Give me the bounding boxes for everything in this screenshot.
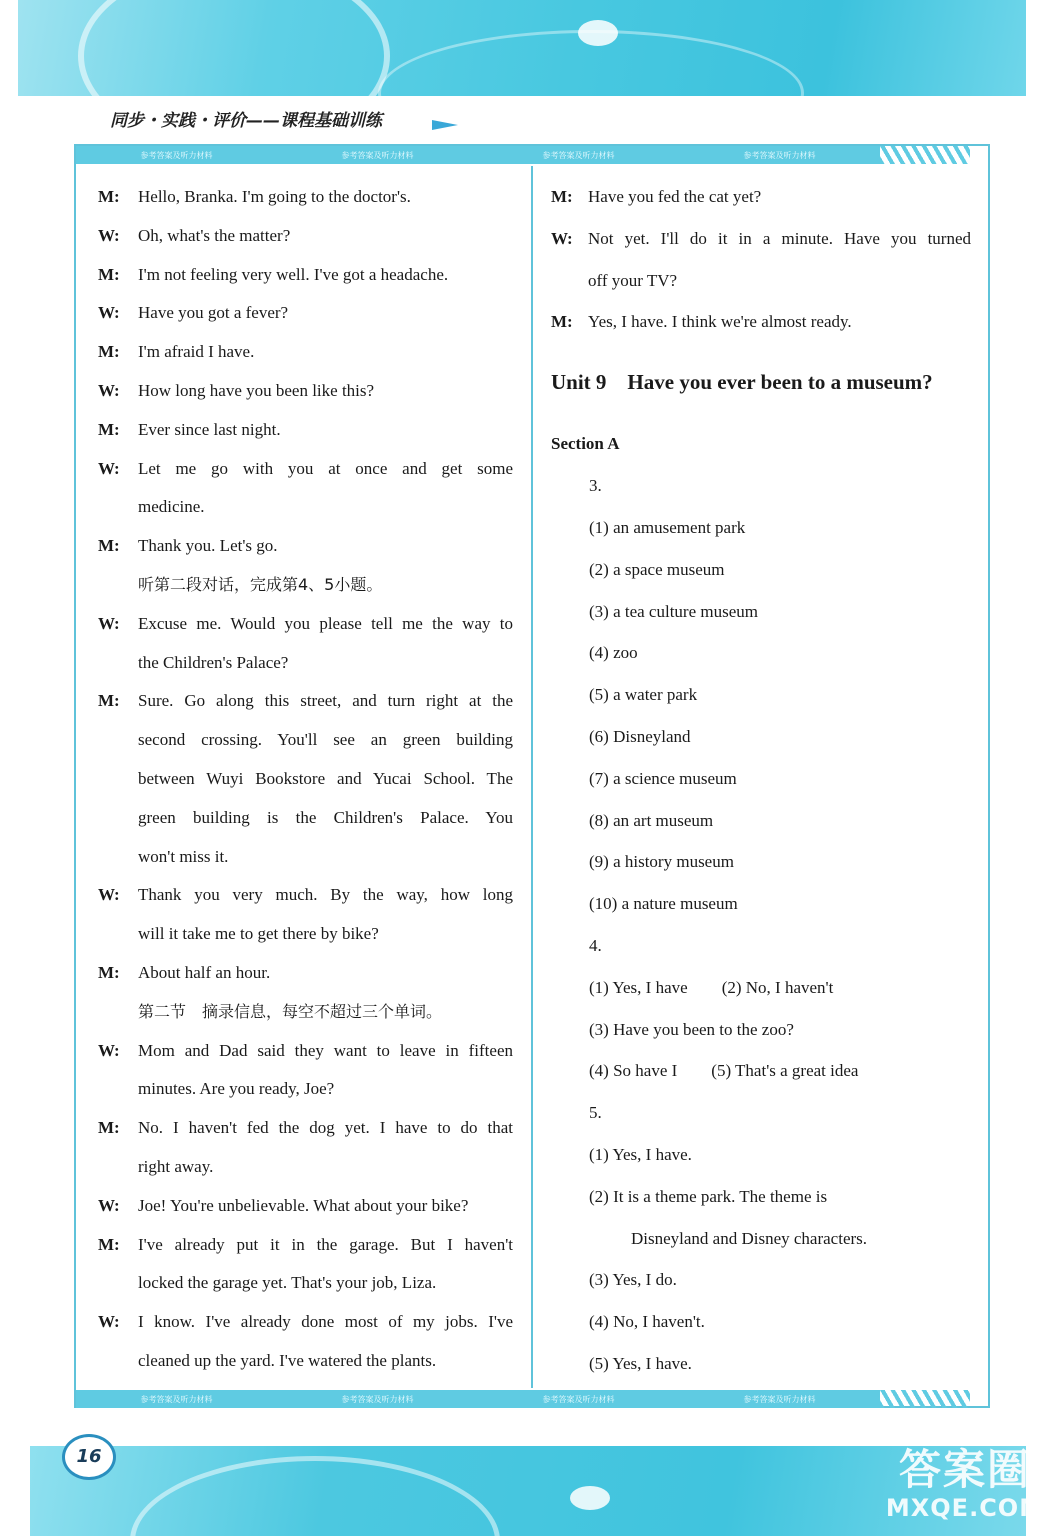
section-title: Section A: [551, 434, 620, 454]
dialogue-text: I'm afraid I have.: [138, 342, 255, 362]
strip-label: 参考答案及听力材料: [743, 1394, 816, 1404]
speaker-label: W:: [98, 613, 120, 633]
page-number: 16: [62, 1434, 116, 1480]
answer-item: (10) a nature museum: [589, 894, 738, 914]
dialogue-text: Thank you very much. By the way, how long: [138, 885, 513, 905]
speaker-label: M:: [98, 691, 120, 711]
strip-label: 参考答案及听力材料: [341, 150, 414, 160]
instruction-line: [98, 997, 513, 1036]
dialogue-line: [98, 1113, 513, 1152]
dialogue-text: Joe! You're unbelievable. What about your bike?: [138, 1195, 469, 1215]
speaker-label: M:: [98, 264, 120, 284]
answer-item: (5) Yes, I have.: [589, 1353, 692, 1373]
dialogue-line: [98, 1074, 513, 1113]
answer-item: (7) a science museum: [589, 768, 737, 788]
answer-item: (5) a water park: [589, 685, 698, 705]
dialogue-line: [98, 337, 513, 376]
dialogue-text: I know. I've already done most of my jobs. I've: [138, 1312, 513, 1332]
answer-item: (9) a history museum: [589, 852, 734, 872]
dialogue-line: [98, 376, 513, 415]
question-label: 5.: [589, 1103, 602, 1123]
dialogue-text: minutes. Are you ready, Joe?: [138, 1079, 335, 1099]
right-column: [551, 182, 971, 1391]
answer-strip-top: [76, 146, 880, 164]
dialogue-line: [98, 919, 513, 958]
answer-item: (2) a space museum: [589, 559, 725, 579]
speaker-label: M:: [98, 1234, 120, 1254]
instruction-line: [98, 570, 513, 609]
answer-item: (1) Yes, I have.: [589, 1144, 692, 1164]
speaker-label: M:: [98, 342, 120, 362]
instruction-text: 听第二段对话，完成第4、5小题。: [138, 574, 383, 594]
strip-label: 参考答案及听力材料: [743, 150, 816, 160]
dialogue-text: Hello, Branka. I'm going to the doctor's.: [138, 187, 411, 206]
dialogue-line: [98, 1191, 513, 1230]
dialogue-line: [98, 260, 513, 299]
decorative-stripes: [880, 1390, 970, 1408]
answer-item: (4) So have I: [589, 1061, 678, 1081]
speaker-label: W:: [98, 1040, 120, 1060]
answer-strip-bottom: [76, 1390, 880, 1408]
answer-row: [551, 1056, 971, 1098]
speaker-label: M:: [98, 419, 120, 439]
answer-row: [551, 973, 971, 1015]
dialogue-line: [98, 1307, 513, 1346]
dialogue-line: [98, 221, 513, 260]
dialogue-text: medicine.: [138, 497, 205, 517]
dialogue-text: Excuse me. Would you please tell me the way to: [138, 613, 513, 633]
speaker-label: W:: [551, 228, 573, 248]
dialogue-line: [98, 1152, 513, 1191]
arrow-icon: [432, 120, 458, 130]
dialogue-text: Not yet. I'll do it in a minute. Have you turned: [588, 228, 971, 248]
decorative-swirl: [78, 0, 390, 96]
answer-item: (3) a tea culture museum: [589, 601, 758, 621]
speaker-label: W:: [98, 458, 120, 478]
top-banner: [18, 0, 1026, 96]
dialogue-text: I've already put it in the garage. But I haven't: [138, 1234, 513, 1254]
strip-label: 参考答案及听力材料: [341, 1394, 414, 1404]
decorative-cloud: [578, 20, 618, 46]
answer-item: (3) Have you been to the zoo?: [589, 1019, 794, 1039]
dialogue-line: [98, 880, 513, 919]
speaker-label: W:: [98, 380, 120, 400]
strip-label: 参考答案及听力材料: [542, 150, 615, 160]
decorative-stripes: [880, 146, 970, 164]
speaker-label: W:: [98, 303, 120, 323]
speaker-label: W:: [98, 1312, 120, 1332]
dialogue-line: [98, 764, 513, 803]
dialogue-line: [98, 1036, 513, 1075]
watermark-logo: [880, 1446, 1050, 1530]
dialogue-text: won't miss it.: [138, 846, 229, 866]
bottom-banner: [30, 1446, 1026, 1536]
dialogue-line: [98, 531, 513, 570]
strip-label: 参考答案及听力材料: [542, 1394, 615, 1404]
decorative-swirl: [130, 1456, 500, 1536]
unit-title: Unit 9 Have you ever been to a museum?: [551, 370, 933, 395]
dialogue-line: [98, 609, 513, 648]
answer-item: (3) Yes, I do.: [589, 1270, 677, 1290]
answer-item: (1) Yes, I have: [589, 977, 688, 997]
answer-item: (4) zoo: [589, 643, 638, 663]
speaker-label: W:: [98, 885, 120, 905]
dialogue-text: About half an hour.: [138, 962, 271, 982]
dialogue-text: Have you fed the cat yet?: [588, 187, 762, 206]
instruction-text: 第二节 摘录信息，每空不超过三个单词。: [138, 1001, 443, 1021]
speaker-label: M:: [98, 1118, 120, 1138]
dialogue-text: Thank you. Let's go.: [138, 536, 278, 556]
dialogue-line: [98, 842, 513, 881]
dialogue-line: [551, 224, 971, 266]
dialogue-text: green building is the Children's Palace. You: [138, 807, 513, 827]
speaker-label: M:: [98, 536, 120, 556]
watermark-text: 答案圈: [898, 1445, 1031, 1494]
speaker-label: M:: [551, 187, 573, 206]
answer-item: (1) an amusement park: [589, 517, 746, 537]
dialogue-text: right away.: [138, 1156, 214, 1176]
decorative-cloud: [570, 1486, 610, 1510]
dialogue-text: second crossing. You'll see an green building: [138, 730, 513, 750]
strip-label: 参考答案及听力材料: [140, 150, 213, 160]
speaker-label: M:: [98, 962, 120, 982]
answer-item-continuation: Disneyland and Disney characters.: [631, 1228, 868, 1248]
question-label: 4.: [589, 935, 602, 955]
dialogue-text: How long have you been like this?: [138, 380, 375, 400]
dialogue-text: between Wuyi Bookstore and Yucai School. The: [138, 768, 513, 788]
dialogue-text: Ever since last night.: [138, 419, 281, 439]
dialogue-text: Have you got a fever?: [138, 303, 289, 323]
dialogue-line: [98, 415, 513, 454]
dialogue-line: [98, 725, 513, 764]
answer-item: (4) No, I haven't.: [589, 1312, 705, 1332]
dialogue-line: [98, 182, 513, 221]
dialogue-line: [98, 648, 513, 687]
watermark-url: MXQE.COM: [885, 1494, 1045, 1522]
dialogue-line: [551, 307, 971, 349]
answer-item: (2) No, I haven't: [721, 977, 834, 997]
question-label: 3.: [589, 476, 602, 496]
dialogue-text: Sure. Go along this street, and turn right at the: [138, 691, 513, 711]
dialogue-line: [98, 686, 513, 725]
answer-item: (5) That's a great idea: [711, 1061, 859, 1081]
dialogue-line: [98, 454, 513, 493]
dialogue-text: cleaned up the yard. I've watered the plants.: [138, 1350, 437, 1370]
dialogue-line: [98, 1230, 513, 1269]
header-title: 同步・实践・评价——课程基础训练: [110, 111, 382, 131]
dialogue-text: locked the garage yet. That's your job, Liza.: [138, 1273, 437, 1293]
dialogue-text: Yes, I have. I think we're almost ready.: [588, 312, 852, 332]
dialogue-text: Oh, what's the matter?: [138, 225, 291, 245]
answer-item: (6) Disneyland: [589, 726, 691, 746]
answer-item: (2) It is a theme park. The theme is: [589, 1186, 828, 1206]
strip-label: 参考答案及听力材料: [140, 1394, 213, 1404]
speaker-label: W:: [98, 1195, 120, 1215]
dialogue-text: will it take me to get there by bike?: [138, 924, 379, 944]
dialogue-text: No. I haven't fed the dog yet. I have to do that: [138, 1118, 513, 1138]
dialogue-line: [98, 1268, 513, 1307]
dialogue-line: [551, 182, 971, 224]
speaker-label: M:: [98, 187, 120, 206]
dialogue-line: [98, 492, 513, 531]
dialogue-text: the Children's Palace?: [138, 652, 289, 672]
dialogue-line: [551, 266, 971, 308]
answer-item: (8) an art museum: [589, 810, 714, 830]
speaker-label: W:: [98, 225, 120, 245]
dialogue-line: [98, 1346, 513, 1385]
speaker-label: M:: [551, 312, 573, 332]
dialogue-line: [98, 298, 513, 337]
dialogue-text: Mom and Dad said they want to leave in fifteen: [138, 1040, 513, 1060]
dialogue-line: [98, 803, 513, 842]
left-column: [98, 182, 513, 1385]
dialogue-text: off your TV?: [588, 270, 678, 290]
dialogue-text: Let me go with you at once and get some: [138, 458, 513, 478]
column-divider: [531, 166, 533, 1388]
dialogue-text: I'm not feeling very well. I've got a headache.: [138, 264, 449, 284]
dialogue-line: [98, 958, 513, 997]
